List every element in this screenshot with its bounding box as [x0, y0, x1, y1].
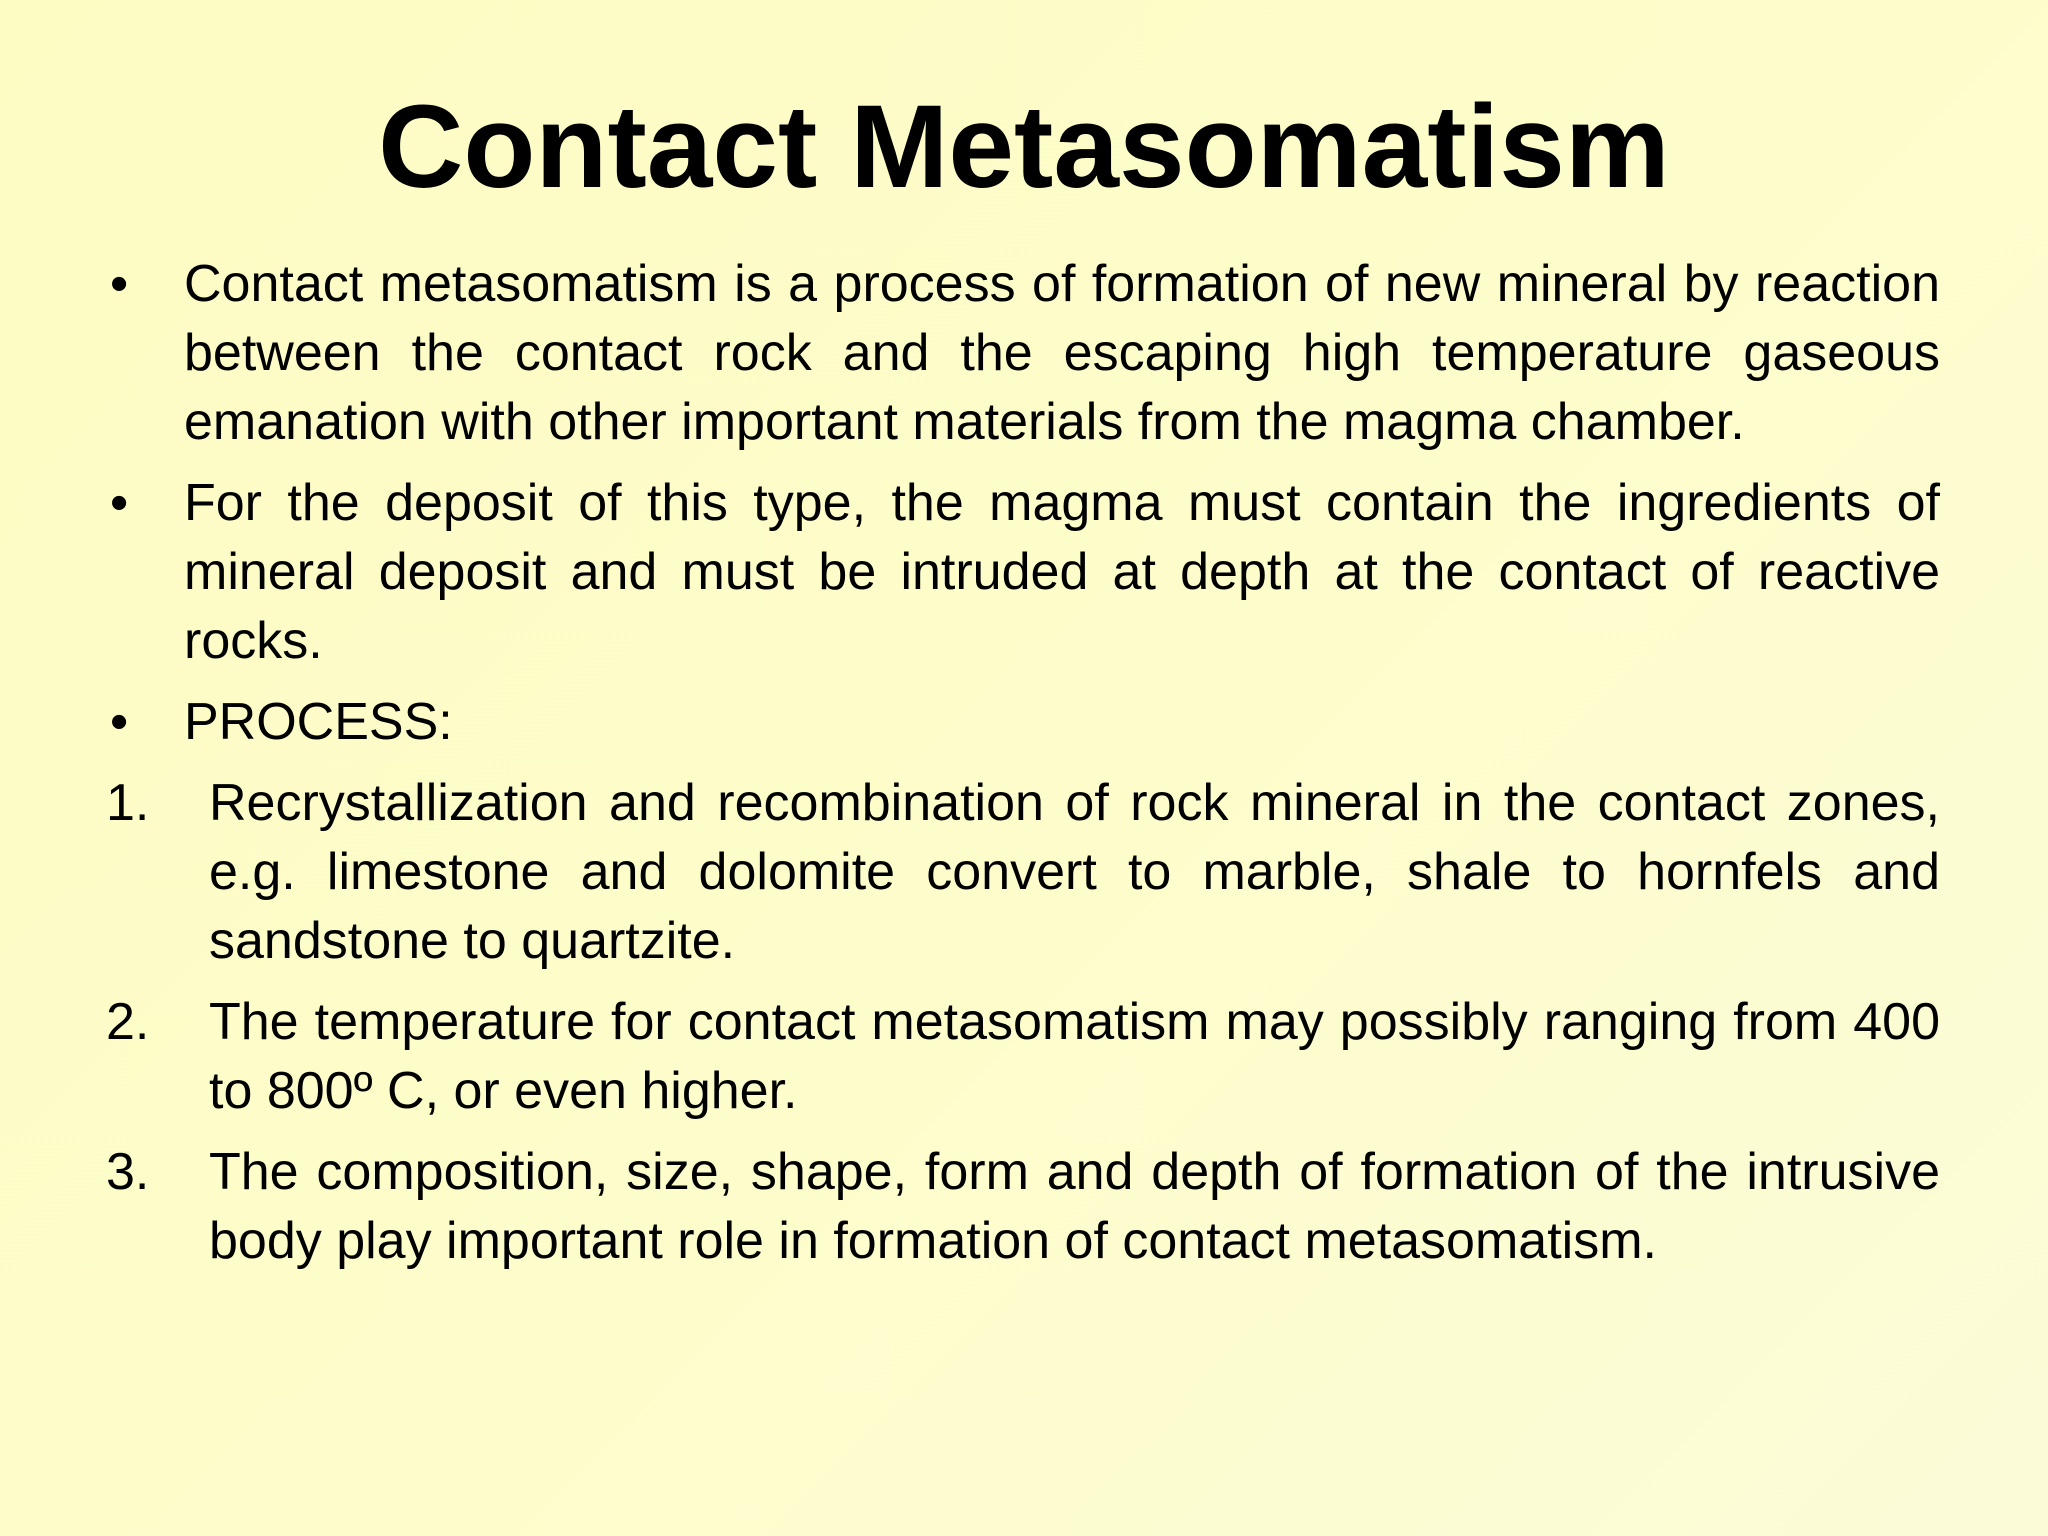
numbered-text: The composition, size, shape, form and depth of formation of the intrusive body play important role in formation of contact metasomatism.	[209, 1143, 1940, 1270]
numbered-item-1	[106, 769, 1940, 976]
bullet-item-3	[106, 688, 1940, 757]
bullet-marker: •	[110, 693, 129, 751]
slide-title: Contact Metasomatism	[378, 81, 1670, 213]
bullet-text: Contact metasomatism is a process of formation of new mineral by reaction between the contact rock and the escaping high temperature gaseous emanation with other important materials from the magma chamber.	[184, 255, 1940, 451]
number-marker: 1.	[106, 774, 150, 832]
bullet-marker: •	[110, 474, 129, 532]
bullet-text: For the deposit of this type, the magma must contain the ingredients of mineral deposit and must be intruded at depth at the contact of reactive rocks.	[184, 474, 1940, 670]
numbered-item-3	[106, 1138, 1940, 1276]
slide-content	[106, 250, 1940, 1288]
bullet-text: PROCESS:	[184, 693, 453, 751]
bullet-item-2	[106, 469, 1940, 676]
bullet-marker: •	[110, 255, 129, 313]
number-marker: 2.	[106, 993, 150, 1051]
numbered-text: Recrystallization and recombination of rock mineral in the contact zones, e.g. limestone and dolomite convert to marble, shale to hornfels and sandstone to quartzite.	[209, 774, 1940, 970]
bullet-item-1	[106, 250, 1940, 457]
numbered-item-2	[106, 988, 1940, 1126]
number-marker: 3.	[106, 1143, 150, 1201]
numbered-text: The temperature for contact metasomatism may possibly ranging from 400 to 800º C, or even higher.	[209, 993, 1940, 1120]
